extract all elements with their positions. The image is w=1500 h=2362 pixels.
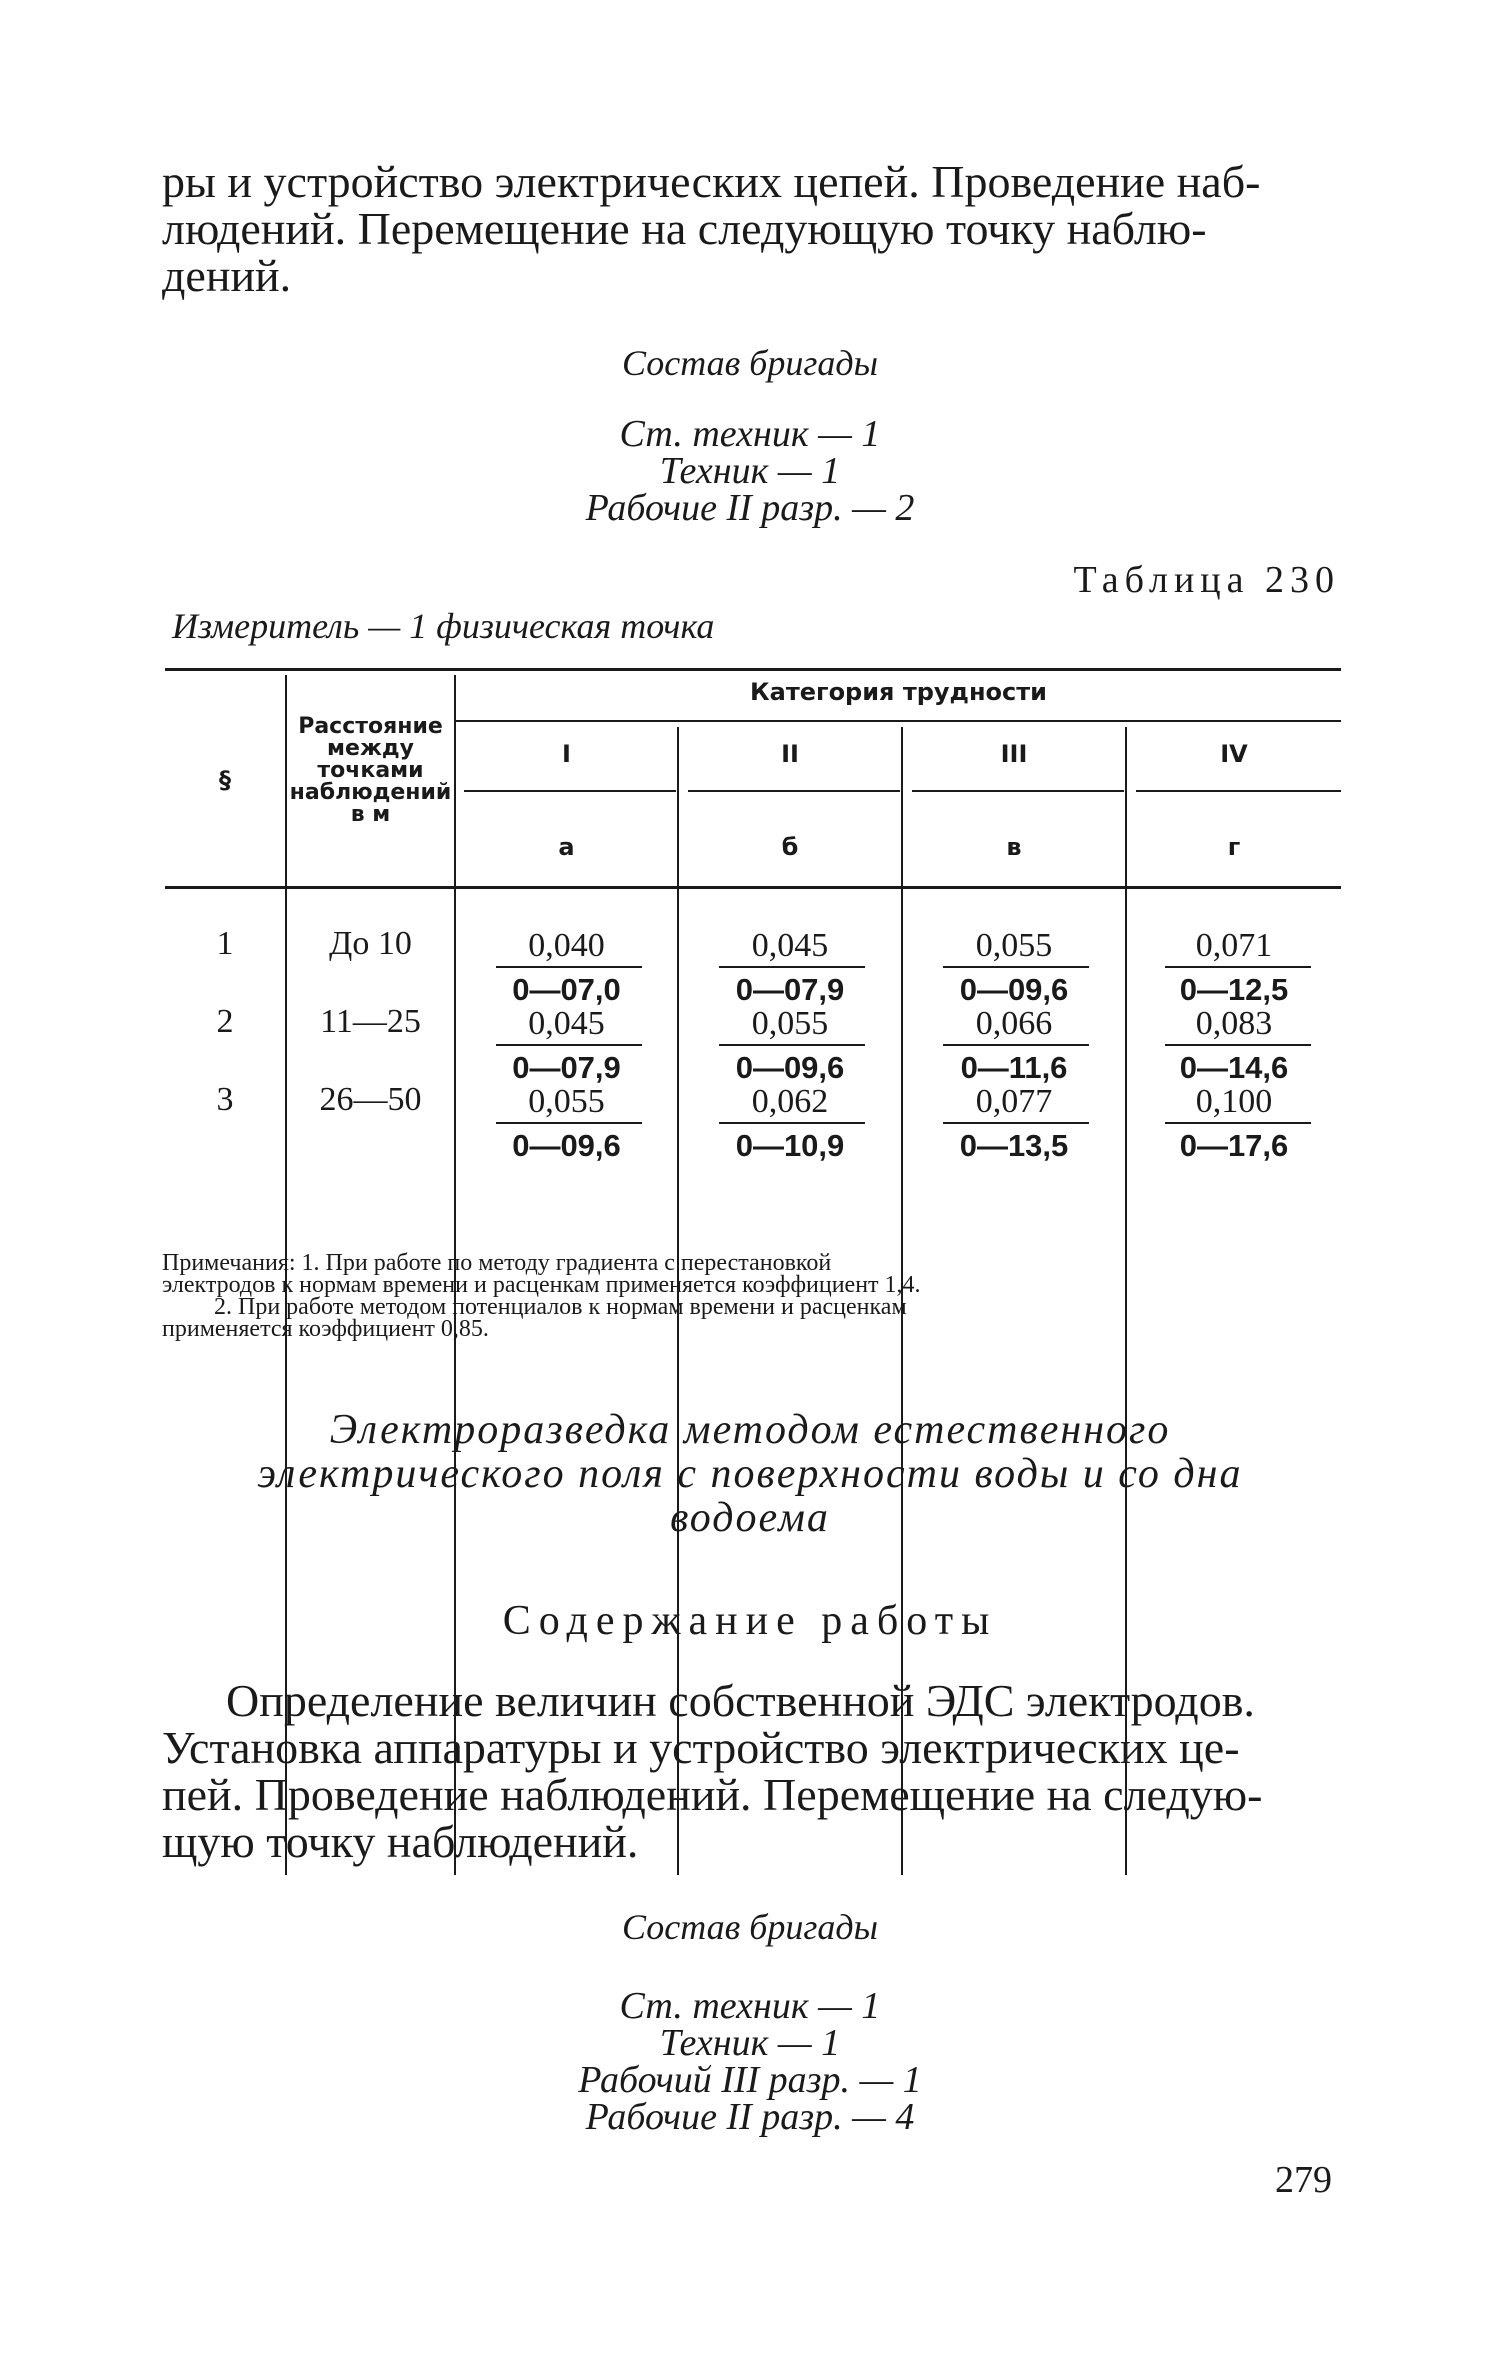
cost-value: 0—07,0 [512, 972, 621, 1007]
measure-unit: Измеритель — 1 физическая точка [172, 606, 715, 646]
section-heading [0, 1408, 1500, 1540]
work-content-title: Содержание работы [502, 1598, 998, 1644]
rate-value: 0,071 [1195, 927, 1273, 964]
cost-value: 0—17,6 [1179, 1128, 1289, 1163]
rate-value: 0,066 [975, 1005, 1053, 1042]
text-line: Определение величин собственной ЭДС электродов. [226, 1675, 1255, 1726]
fraction-bar [943, 1044, 1089, 1046]
subcategory-rule [688, 790, 900, 792]
crew-line: Рабочие II разр. — 4 [585, 2096, 915, 2138]
subcategory-rule [1136, 790, 1341, 792]
top-paragraph [162, 158, 1342, 299]
subcategory-rule [464, 790, 676, 792]
fraction-bar [496, 966, 642, 968]
header-line: наблюдений [289, 780, 452, 805]
cost-value: 0—07,9 [735, 972, 845, 1007]
text-line: Установка аппаратуры и устройство электрических це- [162, 1722, 1240, 1773]
rate-value: 0,045 [751, 927, 829, 964]
work-content-paragraph [162, 1677, 1342, 1865]
fraction-bar [719, 1044, 865, 1046]
rate-value: 0,100 [1195, 1083, 1273, 1120]
rate-value: 0,055 [975, 927, 1053, 964]
row-number: 1 [216, 925, 234, 962]
crew-title: Состав бригады [621, 1907, 879, 1947]
subcategory-b: б [781, 833, 799, 861]
cost-value: 0—09,6 [959, 972, 1069, 1007]
fraction-bar [1165, 1044, 1311, 1046]
category-III: III [1000, 740, 1028, 768]
fraction-bar [943, 1122, 1089, 1124]
crew-line: Техник — 1 [659, 2022, 841, 2064]
distance-header [287, 716, 454, 826]
cost-value: 0—11,6 [960, 1050, 1068, 1085]
cost-value: 0—07,9 [512, 1050, 621, 1085]
crew-line: Техник — 1 [659, 450, 841, 492]
row-distance: До 10 [329, 925, 412, 962]
subcategory-a: а [558, 833, 575, 861]
category-rule [456, 720, 1341, 722]
table-notes [162, 1252, 1340, 1340]
row-distance: 26—50 [319, 1081, 422, 1118]
note-line: применяется коэффициент 0,85. [162, 1316, 489, 1342]
subcategory-g: г [1227, 833, 1241, 861]
rate-value: 0,055 [751, 1005, 829, 1042]
category-I: I [562, 740, 571, 768]
cost-value: 0—12,5 [1179, 972, 1289, 1007]
page-number: 279 [1275, 2159, 1332, 2201]
text-line: ры и устройство электрических цепей. Проведение наб- [162, 156, 1261, 207]
crew-title: Состав бригады [621, 343, 879, 383]
subcategory-rule [912, 790, 1124, 792]
cost-value: 0—09,6 [512, 1128, 621, 1163]
rate-value: 0,055 [528, 1083, 605, 1120]
table-top-rule [165, 668, 1341, 671]
header-line: точками [317, 758, 424, 783]
rate-value: 0,062 [751, 1083, 829, 1120]
fraction-bar [719, 1122, 865, 1124]
text-line: пей. Проведение наблюдений. Перемещение на следую- [162, 1769, 1263, 1820]
row-number: 2 [216, 1003, 234, 1040]
crew-line: Рабочий III разр. — 1 [578, 2059, 922, 2101]
rate-value: 0,083 [1195, 1005, 1273, 1042]
cost-value: 0—10,9 [735, 1128, 845, 1163]
note-line: 2. При работе методом потенциалов к нормам времени и расценкам [214, 1294, 907, 1320]
row-number: 3 [216, 1081, 234, 1118]
crew-line: Рабочие II разр. — 2 [585, 487, 915, 529]
header-line: Расстояние [298, 714, 443, 739]
fraction-bar [1165, 966, 1311, 968]
heading-line: электрического поля с поверхности воды и со дна [257, 1451, 1243, 1497]
rate-value: 0,040 [528, 927, 605, 964]
note-line: электродов к нормам времени и расценкам применяется коэффициент 1,4. [162, 1272, 921, 1298]
fraction-bar [719, 966, 865, 968]
header-line: в м [350, 802, 391, 827]
text-line: щую точку наблюдений. [162, 1816, 639, 1867]
fraction-bar [496, 1122, 642, 1124]
category-IV: IV [1220, 740, 1248, 768]
text-line: людений. Перемещение на следующую точку наблю- [162, 203, 1207, 254]
crew-line: Ст. техник — 1 [619, 1985, 881, 2027]
fraction-bar [496, 1044, 642, 1046]
fraction-bar [1165, 1122, 1311, 1124]
category-header: Категория трудности [750, 678, 1047, 706]
heading-line: водоема [670, 1495, 830, 1541]
table-header-rule [165, 886, 1341, 889]
cost-value: 0—14,6 [1179, 1050, 1289, 1085]
cost-value: 0—09,6 [735, 1050, 845, 1085]
text-line: дений. [162, 250, 292, 301]
row-distance: 11—25 [320, 1003, 421, 1040]
heading-line: Электроразведка методом естественного [329, 1407, 1171, 1453]
rate-value: 0,077 [975, 1083, 1053, 1120]
category-II: II [781, 740, 799, 768]
section-header: § [219, 766, 231, 794]
table-number: Таблица 230 [1073, 559, 1340, 601]
subcategory-v: в [1006, 833, 1022, 861]
crew-line: Ст. техник — 1 [619, 413, 881, 455]
fraction-bar [943, 966, 1089, 968]
cost-value: 0—13,5 [959, 1128, 1069, 1163]
note-line: Примечания: 1. При работе по методу градиента с перестановкой [162, 1250, 832, 1276]
header-line: между [327, 736, 414, 761]
rate-value: 0,045 [528, 1005, 605, 1042]
